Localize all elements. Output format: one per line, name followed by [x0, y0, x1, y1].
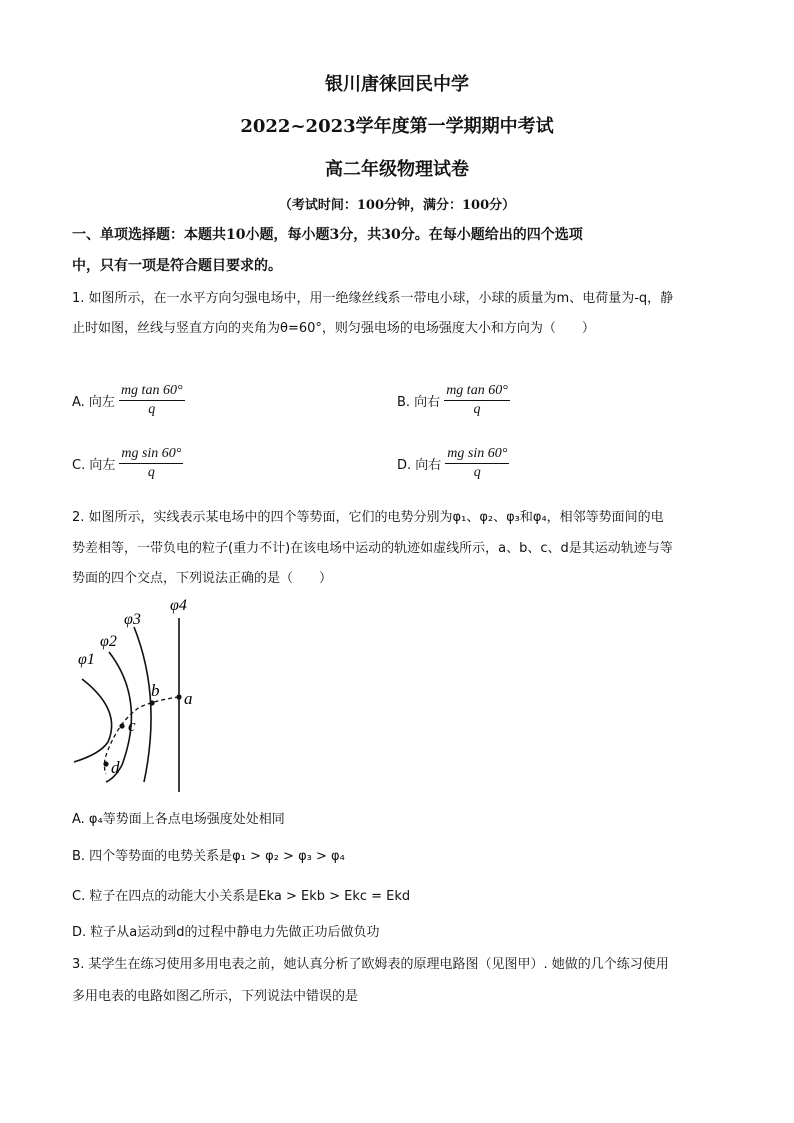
q1-option-a-denominator: q	[148, 402, 156, 417]
q1-option-a	[72, 383, 185, 418]
phi1-curve	[74, 679, 112, 762]
label-phi3: φ3	[124, 611, 141, 628]
q2-stem-line2: 势差相等，一带负电的粒子(重力不计)在该电场中运动的轨迹如虚线所示，a、b、c、d是其运动轨迹与等	[72, 541, 673, 556]
q1-option-c-fraction	[119, 446, 183, 481]
q3-stem-line2: 多用电表的电路如图乙所示，下列说法中错误的是	[72, 989, 359, 1004]
q1-stem-line2: 止时如图，丝线与竖直方向的夹角为θ=60°，则匀强电场的电场强度大小和方向为（ ）	[72, 321, 595, 336]
label-phi4: φ4	[170, 597, 187, 614]
q1-option-a-label: A. 向左	[72, 395, 115, 410]
equipotential-figure	[60, 592, 220, 802]
q1-option-a-numerator: mg tan 60°	[119, 383, 185, 401]
q2-option-a: A. φ₄等势面上各点电场强度处处相同	[72, 812, 285, 827]
q1-option-b-numerator: mg tan 60°	[444, 383, 510, 401]
point-d	[103, 761, 108, 766]
label-b: b	[151, 681, 160, 700]
q1-option-b-label: B. 向右	[397, 395, 441, 410]
phi3-curve	[134, 627, 151, 782]
point-c	[119, 723, 124, 728]
q1-option-b-fraction	[444, 383, 510, 418]
q1-stem-line1: 1. 如图所示，在一水平方向匀强电场中，用一绝缘丝线系一带电小球，小球的质量为m、电荷量为-q，静	[72, 291, 674, 306]
q2-option-c: C. 粒子在四点的动能大小关系是Eka > Ekb > Ekc = Ekd	[72, 889, 411, 904]
q1-option-d-label: D. 向右	[397, 458, 442, 473]
school-name: 银川唐徕回民中学	[325, 74, 469, 95]
q1-option-b-denominator: q	[473, 402, 481, 417]
q1-option-b	[397, 383, 510, 418]
q1-option-c-label: C. 向左	[72, 458, 116, 473]
q1-option-c-numerator: mg sin 60°	[119, 446, 183, 464]
paper-title: 高二年级物理试卷	[325, 159, 469, 180]
label-a: a	[184, 689, 193, 708]
point-b	[149, 700, 154, 705]
q2-stem-line3: 势面的四个交点，下列说法正确的是（ ）	[72, 571, 333, 586]
exam-title: 2022~2023学年度第一学期期中考试	[240, 116, 554, 137]
q3-stem-line1: 3. 某学生在练习使用多用电表之前，她认真分析了欧姆表的原理电路图（见图甲）. 她做的几个练习使用	[72, 957, 669, 972]
exam-info: （考试时间：100分钟，满分：100分）	[278, 198, 516, 213]
q1-option-d-fraction	[445, 446, 509, 481]
q2-stem-line1: 2. 如图所示，实线表示某电场中的四个等势面，它们的电势分别为φ₁、φ₂、φ₃和φ₄，相邻等势面间的电	[72, 510, 664, 525]
label-c: c	[128, 716, 136, 735]
q1-option-a-fraction	[119, 383, 185, 418]
q1-option-d	[397, 446, 509, 481]
q2-option-b: B. 四个等势面的电势关系是φ₁ > φ₂ > φ₃ > φ₄	[72, 849, 345, 864]
q1-option-d-numerator: mg sin 60°	[445, 446, 509, 464]
label-d: d	[111, 758, 120, 777]
q1-option-c	[72, 446, 183, 481]
q1-option-d-denominator: q	[473, 465, 481, 480]
q2-option-d: D. 粒子从a运动到d的过程中静电力先做正功后做负功	[72, 925, 380, 940]
section-heading-line2: 中，只有一项是符合题目要求的。	[72, 258, 282, 274]
section-heading-line1: 一、单项选择题：本题共10小题，每小题3分，共30分。在每小题给出的四个选项	[72, 227, 583, 243]
point-a	[176, 694, 181, 699]
q1-option-c-denominator: q	[147, 465, 155, 480]
label-phi2: φ2	[100, 633, 117, 650]
label-phi1: φ1	[78, 651, 95, 668]
